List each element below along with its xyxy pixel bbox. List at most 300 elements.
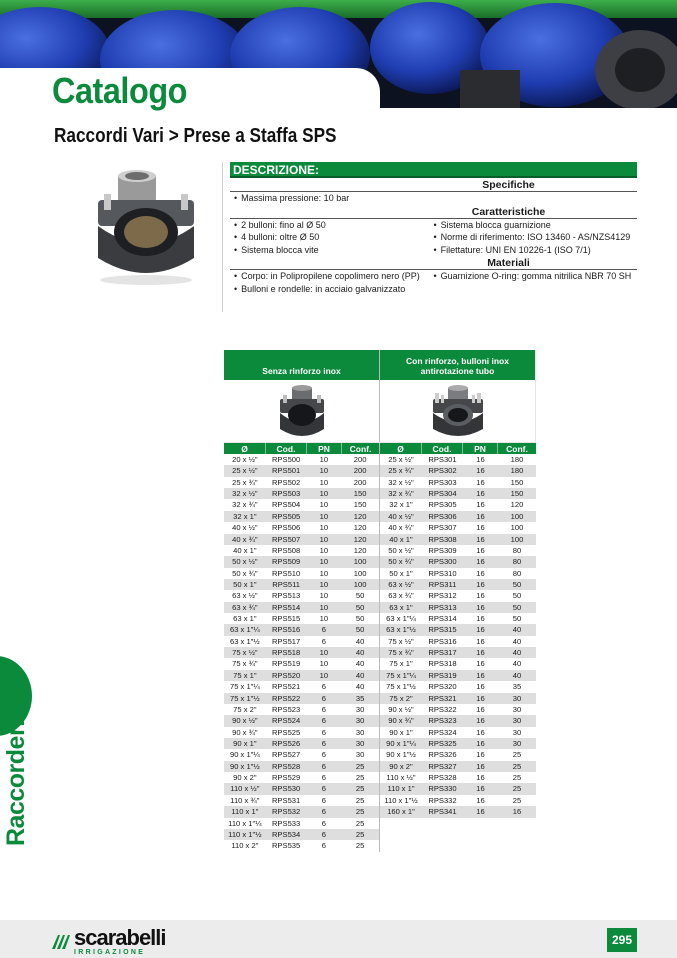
table-cell: 16: [476, 625, 485, 635]
table-cell: RPS520: [271, 670, 301, 680]
table-cell: 16: [476, 511, 485, 521]
section-title-caratteristiche: Caratteristiche: [230, 206, 637, 219]
table-cell: 10: [319, 500, 329, 510]
table-cell: 90 x 1"½: [386, 750, 416, 760]
table-cell: 16: [476, 557, 485, 567]
table-cell: 100: [353, 579, 367, 589]
table-cell: 160 x 1": [387, 807, 415, 817]
table-cell: RPS525: [271, 727, 301, 737]
table-row: [224, 556, 379, 567]
table-cell: 30: [512, 693, 522, 703]
table-cell: RPS530: [271, 784, 301, 794]
table-cell: 90 x ½": [232, 716, 258, 726]
list-item: • Sistema blocca vite: [230, 244, 434, 257]
table-row: [224, 749, 379, 760]
table-row: [380, 454, 536, 465]
table-row: [224, 806, 379, 817]
table-cell: 40 x 1": [233, 545, 257, 555]
table-cell: 100: [510, 511, 524, 521]
table-cell: 75 x 2": [389, 693, 413, 703]
table-cell: 75 x ¾": [232, 659, 258, 669]
table-row: [224, 681, 379, 692]
table-cell: RPS303: [428, 477, 457, 487]
table-row: [224, 545, 379, 556]
table-row: [224, 624, 379, 635]
table-cell: 6: [321, 727, 326, 737]
table-cell: 16: [476, 795, 485, 805]
table-row: [224, 761, 379, 772]
table-cell: 90 x 1": [233, 738, 257, 748]
table-cell: 16: [476, 670, 485, 680]
table-row: [380, 715, 536, 726]
table-cell: 16: [476, 591, 485, 601]
table-cell: 150: [510, 489, 524, 499]
table-cell: 16: [476, 534, 485, 544]
table-cell: RPS305: [428, 500, 457, 510]
table-cell: RPS533: [271, 818, 301, 828]
table-cell: 63 x ½": [388, 579, 414, 589]
table-cell: 32 x 1": [233, 511, 257, 521]
table-cell: 25 x ¾": [232, 477, 258, 487]
table-cell: 110 x ¾": [230, 795, 260, 805]
list-item: • Bulloni e rondelle: in acciaio galvanizzato: [230, 283, 434, 296]
table-cell: 75 x 1": [233, 670, 257, 680]
table-row: [224, 579, 379, 590]
table-cell: 63 x 1"½: [386, 625, 416, 635]
table-row: [380, 670, 536, 681]
table-cell: 25: [355, 829, 365, 839]
table-cell: RPS524: [271, 716, 301, 726]
table-row: [380, 647, 536, 658]
table-cell: 90 x 2": [389, 761, 413, 771]
table-cell: 6: [321, 716, 326, 726]
table-cell: 10: [319, 466, 329, 476]
table-cell: 40: [355, 648, 365, 658]
table-cell: RPS309: [428, 545, 457, 555]
table-cell: RPS510: [271, 568, 301, 578]
table-cell: 90 x 1"¼: [230, 750, 260, 760]
table-cell: 16: [476, 477, 485, 487]
list-item: • Massima pressione: 10 bar: [230, 192, 637, 205]
description-divider: [222, 162, 223, 312]
table-cell: RPS330: [428, 784, 457, 794]
table-row: [224, 772, 379, 783]
table-cell: 75 x 1": [389, 659, 413, 669]
table-cell: RPS522: [271, 693, 301, 703]
table-cell: 40: [512, 625, 522, 635]
list-item: • Sistema blocca guarnizione: [434, 219, 638, 232]
table-row: [224, 670, 379, 681]
table-cell: 10: [319, 591, 329, 601]
table-row: [380, 806, 536, 817]
table-row: [380, 795, 536, 806]
table-cell: RPS529: [271, 773, 301, 783]
logo-mark-icon: [50, 933, 72, 951]
table-cell: 200: [353, 477, 367, 487]
table-cell: 40: [512, 670, 522, 680]
table-cell: 16: [512, 807, 522, 817]
table-cell: 50: [512, 602, 522, 612]
table-row: [224, 522, 379, 533]
table-cell: RPS341: [428, 807, 457, 817]
section-title-materiali: Materiali: [230, 257, 637, 270]
table-cell: 30: [355, 750, 365, 760]
table-row: [380, 783, 536, 794]
table-cell: 50: [355, 614, 365, 624]
table-cell: 100: [353, 557, 367, 567]
table-cell: RPS506: [271, 523, 301, 533]
brand-logo: [50, 925, 166, 956]
table-cell: 90 x ½": [388, 704, 414, 714]
table-cell: 90 x 2": [233, 773, 257, 783]
table-cell: 50 x 1": [233, 579, 257, 589]
table-row: [224, 602, 379, 613]
table-cell: 6: [321, 841, 326, 851]
table-cell: 50 x ¾": [388, 557, 414, 567]
table-cell: 120: [510, 500, 524, 510]
table-cell: 10: [319, 568, 329, 578]
table-cell: RPS528: [271, 761, 301, 771]
table-cell: 110 x 2": [231, 841, 259, 851]
table-row: [224, 658, 379, 669]
list-item: • Filettature: UNI EN 10226-1 (ISO 7/1): [434, 244, 638, 257]
table-cell: RPS523: [271, 704, 301, 714]
table-cell: RPS527: [271, 750, 301, 760]
table-cell: 50: [355, 625, 365, 635]
table-cell: 16: [476, 704, 485, 714]
table-cell: RPS521: [271, 682, 301, 692]
table-cell: 50: [512, 614, 522, 624]
table-cell: 16: [476, 716, 485, 726]
table-cell: 10: [319, 659, 329, 669]
table-row: [380, 568, 536, 579]
table-cell: 63 x ¾": [388, 591, 414, 601]
table-cell: 75 x ½": [232, 648, 258, 658]
table-cell: 40 x ¾": [388, 523, 414, 533]
table-row: [224, 829, 379, 840]
table-cell: RPS316: [428, 636, 457, 646]
table-cell: 75 x 1"½: [230, 693, 260, 703]
table-cell: 80: [512, 568, 522, 578]
table-cell: 6: [321, 807, 326, 817]
table-cell: 40: [355, 670, 365, 680]
column-header: Cod.: [266, 443, 307, 454]
list-item: • 2 bulloni: fino al Ø 50: [230, 219, 434, 232]
list-item: • Corpo: in Polipropilene copolimero nero (PP): [230, 270, 434, 283]
table-row: [224, 477, 379, 488]
table-row: [224, 511, 379, 522]
column-header: Ø: [224, 443, 266, 454]
table-cell: 90 x ¾": [388, 716, 414, 726]
table-cell: 35: [355, 693, 365, 703]
table-row: [380, 749, 536, 760]
table-cell: 6: [321, 818, 326, 828]
table-cell: 16: [476, 648, 485, 658]
table-cell: 25: [512, 795, 522, 805]
table-row: [224, 499, 379, 510]
table-cell: 10: [319, 545, 329, 555]
table-cell: 40 x ¾": [232, 534, 258, 544]
table-row: [224, 590, 379, 601]
table-cell: 50 x 1": [389, 568, 413, 578]
table-cell: 20 x ½": [232, 455, 258, 464]
table-cell: 16: [476, 750, 485, 760]
description-panel: [230, 162, 637, 295]
table-row: [380, 545, 536, 556]
table-cell: RPS535: [271, 841, 301, 851]
table-cell: RPS321: [428, 693, 457, 703]
table-cell: RPS526: [271, 738, 301, 748]
table-cell: 90 x 1"½: [230, 761, 260, 771]
table-cell: 25: [355, 841, 365, 851]
description-bar: DESCRIZIONE:: [230, 162, 637, 178]
table-cell: 150: [353, 500, 367, 510]
materiali-left-list: [230, 270, 434, 295]
table-cell: 25: [512, 750, 522, 760]
table-cell: RPS507: [271, 534, 301, 544]
table-row: [380, 511, 536, 522]
table-row: [380, 590, 536, 601]
table-cell: 16: [476, 784, 485, 794]
table-cell: RPS310: [428, 568, 457, 578]
table-row: [224, 454, 379, 465]
right-table-header: Con rinforzo, bulloni inox antirotazione tubo: [380, 350, 535, 380]
table-cell: 110 x 1": [231, 807, 259, 817]
table-cell: RPS532: [271, 807, 301, 817]
table-cell: RPS501: [271, 466, 301, 476]
table-row: [224, 704, 379, 715]
table-row: [224, 465, 379, 476]
table-row: [380, 704, 536, 715]
table-cell: 150: [510, 477, 524, 487]
table-cell: 30: [512, 716, 522, 726]
table-cell: RPS322: [428, 704, 457, 714]
table-cell: RPS304: [428, 489, 457, 499]
table-cell: 16: [476, 602, 485, 612]
table-cell: 110 x ½": [230, 784, 260, 794]
table-cell: 25 x ½": [232, 466, 258, 476]
table-cell: 16: [476, 682, 485, 692]
table-cell: 50 x ½": [232, 557, 258, 567]
materiali-right-list: [434, 270, 638, 295]
table-row: [380, 465, 536, 476]
caratteristiche-left-list: [230, 219, 434, 257]
table-cell: RPS317: [428, 648, 457, 658]
table-row: [380, 534, 536, 545]
table-cell: RPS311: [428, 579, 457, 589]
table-row: [224, 488, 379, 499]
page-title: Catalogo: [52, 70, 188, 111]
list-item: • Norme di riferimento: ISO 13460 - AS/NZS4129: [434, 231, 638, 244]
table-row: [224, 534, 379, 545]
table-cell: 75 x ½": [388, 636, 414, 646]
table-cell: 90 x 1": [389, 727, 413, 737]
table-cell: 25: [355, 784, 365, 794]
table-cell: 16: [476, 455, 485, 464]
table-cell: 25: [355, 795, 365, 805]
table-cell: 6: [321, 682, 326, 692]
table-cell: RPS513: [271, 591, 301, 601]
table-cell: RPS308: [428, 534, 457, 544]
table-cell: 6: [321, 784, 326, 794]
table-cell: 6: [321, 829, 326, 839]
table-cell: RPS307: [428, 523, 457, 533]
table-cell: 16: [476, 579, 485, 589]
table-cell: 30: [512, 704, 522, 714]
table-cell: 40: [512, 659, 522, 669]
table-cell: 63 x 1"¼: [230, 625, 260, 635]
table-cell: 150: [353, 489, 367, 499]
table-row: [380, 772, 536, 783]
table-cell: 16: [476, 807, 485, 817]
table-cell: 6: [321, 773, 326, 783]
table-cell: 120: [353, 523, 367, 533]
table-cell: 50: [512, 591, 522, 601]
table-row: [224, 738, 379, 749]
table-cell: 120: [353, 511, 367, 521]
table-cell: 10: [319, 489, 329, 499]
table-cell: RPS514: [271, 602, 301, 612]
column-header: Cod.: [422, 443, 463, 454]
table-row: [224, 636, 379, 647]
table-row: [380, 477, 536, 488]
table-cell: 80: [512, 545, 522, 555]
table-cell: 10: [319, 648, 329, 658]
right-table-body: [380, 454, 536, 852]
table-cell: RPS312: [428, 591, 457, 601]
table-cell: RPS315: [428, 625, 457, 635]
table-row: [380, 727, 536, 738]
table-cell: 25 x ¾": [388, 466, 414, 476]
table-cell: 75 x 2": [233, 704, 257, 714]
table-cell: 110 x ½": [386, 773, 416, 783]
table-row: [224, 568, 379, 579]
left-table-header: Senza rinforzo inox: [224, 350, 379, 380]
right-header-cell: [380, 350, 536, 442]
product-image: [90, 166, 208, 286]
table-cell: 110 x 1"½: [384, 795, 418, 805]
table-cell: RPS534: [271, 829, 301, 839]
table-cell: RPS505: [271, 511, 301, 521]
table-cell: 40: [355, 659, 365, 669]
table-cell: 6: [321, 625, 326, 635]
table-row: [380, 522, 536, 533]
table-cell: 25: [512, 761, 522, 771]
table-cell: 10: [319, 614, 329, 624]
table-cell: 100: [510, 534, 524, 544]
table-cell: RPS325: [428, 738, 457, 748]
table-cell: RPS511: [272, 579, 300, 589]
table-cell: RPS503: [271, 489, 301, 499]
table-row: [380, 499, 536, 510]
table-cell: 16: [476, 693, 485, 703]
column-header: Conf.: [342, 443, 380, 454]
table-cell: 16: [476, 727, 485, 737]
table-cell: RPS500: [271, 455, 301, 464]
table-cell: 50 x ¾": [232, 568, 258, 578]
page-number: 295: [607, 928, 637, 952]
table-cell: RPS504: [271, 500, 301, 510]
table-cell: RPS518: [271, 648, 301, 658]
table-cell: 16: [476, 568, 485, 578]
breadcrumb: Raccordi Vari > Prese a Staffa SPS: [54, 125, 337, 147]
table-cell: 25: [355, 818, 365, 828]
table-cell: 90 x 1"¼: [386, 738, 416, 748]
table-cell: 40 x 1": [389, 534, 413, 544]
table-cell: 63 x 1": [389, 602, 413, 612]
table-cell: 90 x ¾": [232, 727, 258, 737]
section-side-label: Raccorderia: [2, 706, 30, 846]
table-cell: RPS508: [271, 545, 301, 555]
table-row: [380, 579, 536, 590]
table-cell: 32 x ½": [388, 477, 414, 487]
table-cell: 40: [355, 682, 365, 692]
table-cell: 75 x 1"½: [386, 682, 416, 692]
table-row: [224, 795, 379, 806]
table-cell: 10: [319, 670, 329, 680]
table-cell: 25: [355, 773, 365, 783]
table-cell: 16: [476, 636, 485, 646]
table-cell: 6: [321, 704, 326, 714]
right-product-image: [380, 380, 535, 442]
table-cell: 50 x ½": [388, 545, 414, 555]
table-cell: 16: [476, 659, 485, 669]
table-cell: 200: [353, 466, 367, 476]
table-cell: 50: [355, 591, 365, 601]
table-cell: 10: [319, 557, 329, 567]
table-row: [380, 658, 536, 669]
table-cell: RPS302: [428, 466, 457, 476]
table-cell: 75 x ¾": [388, 648, 414, 658]
table-cell: 6: [321, 738, 326, 748]
table-cell: 10: [319, 579, 329, 589]
table-cell: RPS324: [428, 727, 457, 737]
table-cell: 16: [476, 738, 485, 748]
table-row: [224, 818, 379, 829]
table-cell: 40 x ½": [232, 523, 258, 533]
table-cell: 80: [512, 557, 522, 567]
table-cell: 110 x 1": [387, 784, 415, 794]
table-cell: 40: [512, 648, 522, 658]
table-row: [224, 647, 379, 658]
table-row: [380, 624, 536, 635]
table-cell: 32 x 1": [389, 500, 413, 510]
table-cell: 30: [512, 738, 522, 748]
table-cell: 100: [353, 568, 367, 578]
table-row: [380, 613, 536, 624]
table-cell: 50: [355, 602, 365, 612]
table-cell: 63 x 1"¼: [386, 614, 416, 624]
table-cell: RPS319: [428, 670, 457, 680]
table-cell: 6: [321, 693, 326, 703]
table-cell: 10: [319, 523, 329, 533]
table-cell: 16: [476, 761, 485, 771]
table-cell: 16: [476, 500, 485, 510]
table-row: [380, 761, 536, 772]
table-cell: 6: [321, 795, 326, 805]
table-cell: RPS306: [428, 511, 457, 521]
table-cell: 10: [319, 511, 329, 521]
table-row: [224, 840, 379, 851]
table-cell: 6: [321, 761, 326, 771]
left-header-cell: [224, 350, 380, 442]
table-cell: RPS332: [428, 795, 457, 805]
left-table-body: [224, 454, 380, 852]
table-cell: RPS323: [428, 716, 457, 726]
table-cell: 25: [512, 784, 522, 794]
table-cell: RPS320: [428, 682, 457, 692]
table-cell: RPS531: [271, 795, 301, 805]
